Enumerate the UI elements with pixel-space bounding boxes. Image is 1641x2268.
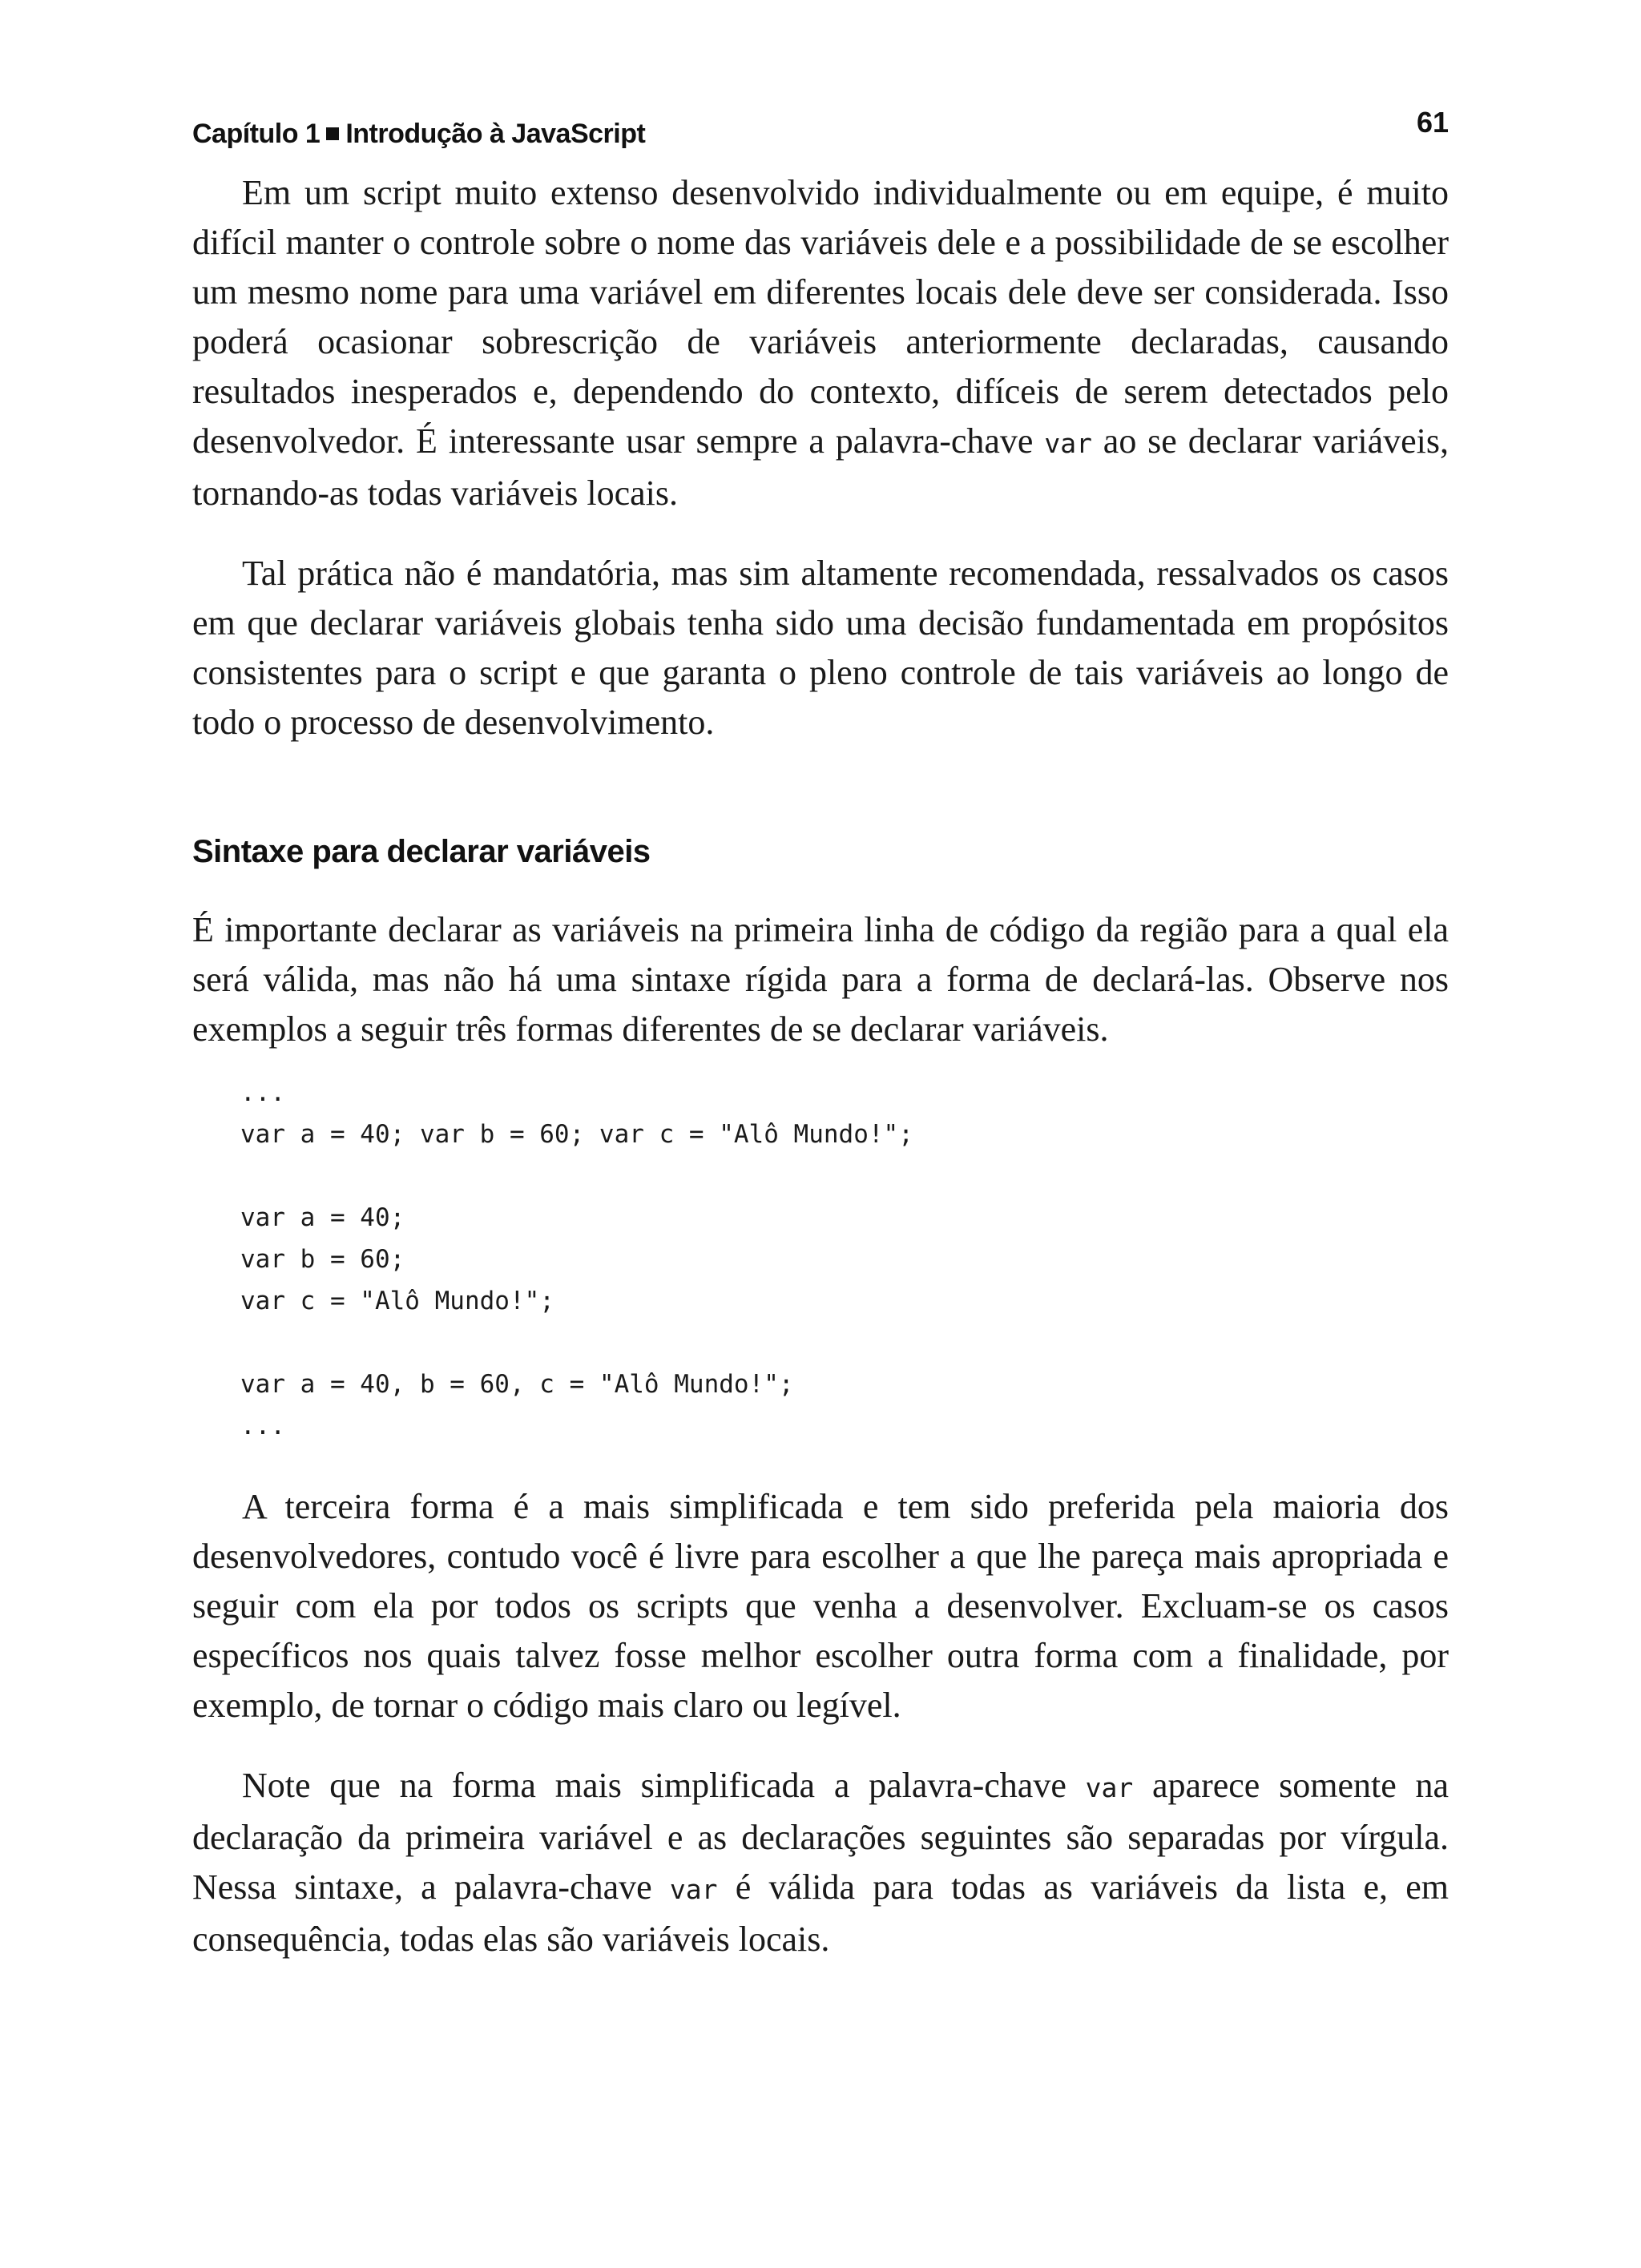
chapter-title: Introdução à JavaScript — [345, 119, 646, 149]
code-line — [240, 1322, 1449, 1364]
paragraph-5 — [192, 1761, 1449, 1964]
code-line: var a = 40; var b = 60; var c = "Alô Mundo!"; — [240, 1120, 913, 1149]
code-line: var a = 40, b = 60, c = "Alô Mundo!"; — [240, 1370, 794, 1399]
paragraph-1 — [192, 168, 1449, 518]
code-line: ... — [240, 1078, 285, 1107]
code-line: ... — [240, 1412, 285, 1440]
code-line — [240, 1155, 1449, 1197]
paragraph-1-text-end: ao se declarar variáveis, tornando-as todas variáveis locais. — [192, 421, 1449, 513]
paragraph-4: A terceira forma é a mais simplificada e tem sido preferida pela maioria dos desenvolvedores, contudo você é livre para escolher a que lhe pareça mais apropriada e seguir com ela por todos os scripts que venha a desenvolver. Excluam-se os casos específicos nos quais talvez fosse melhor escolher outra forma com a finalidade, por exemplo, de tornar o código mais claro ou legível. — [192, 1487, 1449, 1725]
code-line: var b = 60; — [240, 1245, 405, 1274]
code-line: var a = 40; — [240, 1203, 405, 1232]
paragraph-5-text-3: é válida para todas as variáveis da lista e, em consequência, todas elas são variáveis locais. — [192, 1867, 1449, 1959]
paragraph-3: É importante declarar as variáveis na primeira linha de código da região para a qual ela será válida, mas não há uma sintaxe rígida para a forma de declará-las. Observe nos exemplos a seguir três formas diferentes de se declarar variáveis. — [192, 910, 1449, 1049]
paragraph-5-text-1: Note que na forma mais simplificada a palavra-chave — [242, 1766, 1066, 1805]
chapter-heading — [192, 119, 645, 150]
inline-code-var: var — [1044, 428, 1092, 459]
chapter-label: Capítulo 1 — [192, 119, 321, 149]
code-line: var c = "Alô Mundo!"; — [240, 1287, 554, 1315]
page-number: 61 — [1416, 106, 1449, 139]
running-head — [192, 96, 1449, 168]
section-title: Sintaxe para declarar variáveis — [192, 834, 651, 869]
book-page — [192, 96, 1449, 1995]
paragraph-2: Tal prática não é mandatória, mas sim altamente recomendada, ressalvados os casos em que declarar variáveis globais tenha sido uma decisão fundamentada em propósitos consistentes para o script e que garanta o pleno controle de tais variáveis ao longo de todo o processo de desenvolvimento. — [192, 554, 1449, 742]
inline-code-var: var — [1085, 1772, 1134, 1803]
paragraph-5-text-2: aparece somente na declaração da primeira variável e as declarações seguintes são separadas por vírgula. Nessa sintaxe, a palavra-chave — [192, 1766, 1449, 1907]
square-bullet-icon — [326, 127, 339, 140]
code-example — [240, 1072, 1449, 1447]
inline-code-var: var — [669, 1874, 718, 1905]
paragraph-1-text: Em um script muito extenso desenvolvido individualmente ou em equipe, é muito difícil manter o controle sobre o nome das variáveis dele e a possibilidade de se escolher um mesmo nome para uma variável em diferentes locais dele deve ser considerada. Isso poderá ocasionar sobrescrição de variáveis anteriormente declaradas, causando resultados inesperados e, dependendo do contexto, difíceis de serem detectados pelo desenvolvedor. É interessante usar sempre a palavra-chave — [192, 173, 1449, 461]
